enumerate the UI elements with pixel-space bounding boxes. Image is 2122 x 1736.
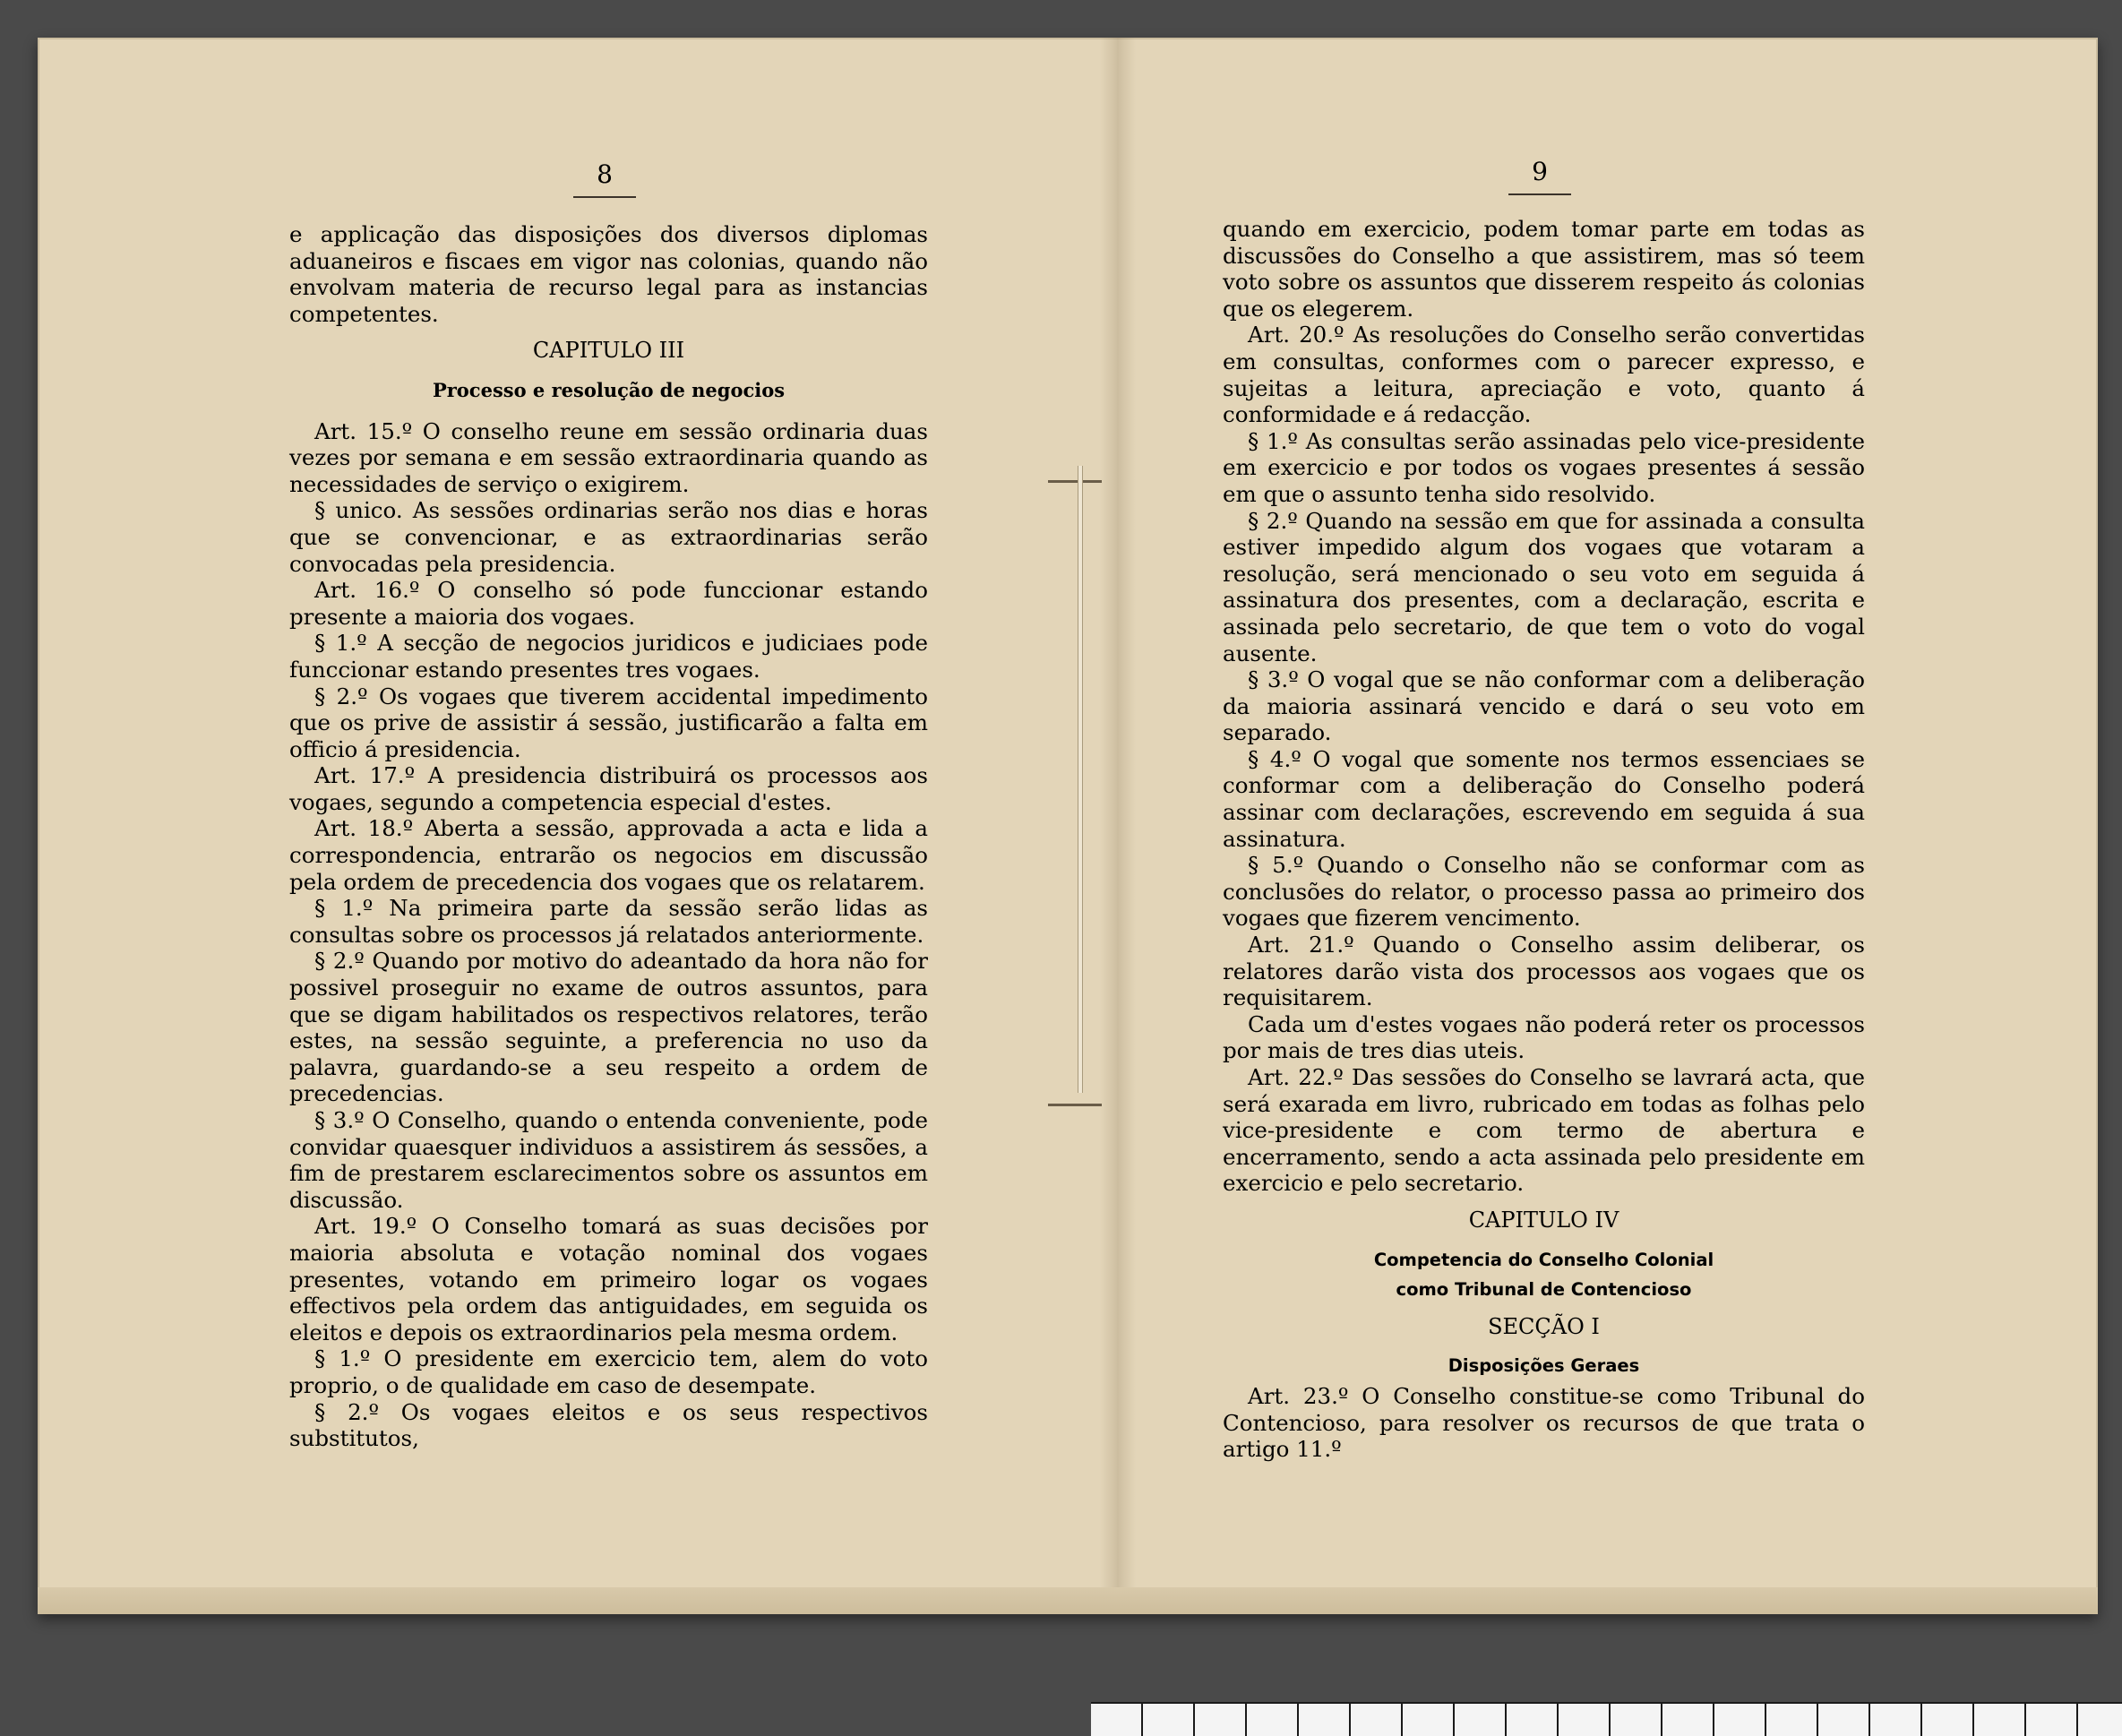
article-paragraph: § 4.º O vogal que somente nos termos essenciaes se conformar com a deliberação do Conselho poderá assinar com declarações, escrevendo em seguida á sua assinatura. xyxy=(1223,745,1865,852)
article-paragraph: § 2.º Os vogaes que tiverem accidental impedimento que os prive de assistir á sessão, justificarão a falta em officio á presidencia. xyxy=(289,683,928,762)
page-number-right: 9 xyxy=(1532,157,1548,186)
article-paragraph: § 5.º Quando o Conselho não se conformar com as conclusões do relator, o processo passa ao primeiro dos vogaes que fizerem vencimento. xyxy=(1223,852,1865,932)
article-paragraph: Art. 22.º Das sessões do Conselho se lavrará acta, que será exarada em livro, rubricado em todas as folhas pelo vice-presidente e com termo de abertura e encerramento, sendo a acta assinada pelo presidente em exercicio e pelo secretario. xyxy=(1223,1064,1865,1197)
article-paragraph: Cada um d'estes vogaes não poderá reter os processos por mais de tres dias uteis. xyxy=(1223,1010,1865,1064)
article-paragraph: § 2.º Quando por motivo do adeantado da hora não for possivel proseguir no exame de outros assuntos, para que se digam habilitados os respectivos relatores, terão estes, na sessão seguinte, a preferencia no uso da palavra, guardando-se a seu respeito a ordem de precedencias. xyxy=(289,948,928,1107)
article-paragraph: Art. 16.º O conselho só pode funccionar estando presente a maioria dos vogaes. xyxy=(289,577,928,630)
article-paragraph: § 1.º Na primeira parte da sessão serão lidas as consultas sobre os processos já relatados anteriormente. xyxy=(289,895,928,948)
article-paragraph: § 1.º A secção de negocios juridicos e judiciaes pode funccionar estando presentes tres vogaes. xyxy=(289,630,928,683)
page-edge-shadow xyxy=(38,1587,2098,1614)
section-subheading: Competencia do Conselho Colonial xyxy=(1373,1249,1714,1270)
right-page-text xyxy=(1223,216,1865,1463)
article-paragraph: Art. 15.º O conselho reune em sessão ordinaria duas vezes por semana e em sessão extraordinaria quando as necessidades de serviço o exigirem. xyxy=(289,417,928,497)
article-paragraph: Art. 21.º Quando o Conselho assim deliberar, os relatores darão vista dos processos aos vogaes que os requisitarem. xyxy=(1223,932,1865,1011)
binding-thread-top xyxy=(1048,480,1102,483)
article-paragraph: Art. 19.º O Conselho tomará as suas decisões por maioria absoluta e votação nominal dos vogaes presentes, votando em primeiro logar os vogaes effectivos pela ordem das antiguidades, em seguida os eleitos e depois os extraordinarios pela mesma ordem. xyxy=(289,1213,928,1345)
article-paragraph: § 2.º Os vogaes eleitos e os seus respectivos substitutos, xyxy=(289,1398,928,1452)
article-paragraph: § 2.º Quando na sessão em que for assinada a consulta estiver impedido algum dos vogaes que votaram a resolução, será mencionado o seu voto em seguida á assinatura dos presentes, com a declaração, escrita e assinada pelo secretario, de que tem o voto do vogal ausente. xyxy=(1223,507,1865,666)
chapter-heading: CAPITULO IV xyxy=(1468,1207,1619,1233)
page-number-rule-right xyxy=(1508,193,1571,195)
chapter-heading: CAPITULO III xyxy=(532,338,685,364)
article-paragraph: quando em exercicio, podem tomar parte em todas as discussões do Conselho a que assistirem, mas só teem voto sobre os assuntos que disserem respeito ás colonias que os elegerem. xyxy=(1223,216,1865,322)
binding-thread xyxy=(1078,466,1083,1093)
article-paragraph: § 1.º O presidente em exercicio tem, alem do voto proprio, o de qualidade em caso de desempate. xyxy=(289,1345,928,1398)
article-paragraph: § 3.º O vogal que se não conformar com a deliberação da maioria assinará vencido e dará o seu voto em separado. xyxy=(1223,666,1865,746)
section-subheading: Disposições Geraes xyxy=(1448,1355,1640,1377)
chapter-heading: SECÇÃO I xyxy=(1488,1313,1600,1339)
article-paragraph: § unico. As sessões ordinarias serão nos dias e horas que se convencionar, e as extraordinarias serão convocadas pela presidencia. xyxy=(289,497,928,577)
article-paragraph: § 1.º As consultas serão assinadas pelo vice-presidente em exercicio e por todos os vogaes presentes á sessão em que o assunto tenha sido resolvido. xyxy=(1223,427,1865,507)
left-page-text xyxy=(289,221,928,1452)
article-paragraph: Art. 20.º As resoluções do Conselho serão convertidas em consultas, conformes com o parecer expresso, e sujeitas a leitura, apreciação e voto, quanto á conformidade e á redacção. xyxy=(1223,322,1865,428)
page-number-left: 8 xyxy=(597,159,613,189)
section-subheading: como Tribunal de Contencioso xyxy=(1396,1279,1692,1301)
article-paragraph: Art. 18.º Aberta a sessão, approvada a acta e lida a correspondencia, entrarão os negocios em discussão pela ordem de precedencia dos vogaes que os relatarem. xyxy=(289,815,928,895)
article-paragraph: Art. 17.º A presidencia distribuirá os processos aos vogaes, segundo a competencia especial d'estes. xyxy=(289,762,928,815)
page-number-rule-left xyxy=(573,196,636,198)
measurement-scale-bar xyxy=(1091,1702,2122,1736)
article-paragraph: e applicação das disposições dos diversos diplomas aduaneiros e fiscaes em vigor nas colonias, quando não envolvam materia de recurso legal para as instancias competentes. xyxy=(289,221,928,327)
binding-thread-bottom xyxy=(1048,1104,1102,1106)
section-subheading: Processo e resolução de negocios xyxy=(432,378,786,401)
article-paragraph: Art. 23.º O Conselho constitue-se como Tribunal do Contencioso, para resolver os recursos de que trata o artigo 11.º xyxy=(1223,1382,1865,1463)
article-paragraph: § 3.º O Conselho, quando o entenda conveniente, pode convidar quaesquer individuos a assistirem ás sessões, a fim de prestarem esclarecimentos sobre os assuntos em discussão. xyxy=(289,1107,928,1213)
